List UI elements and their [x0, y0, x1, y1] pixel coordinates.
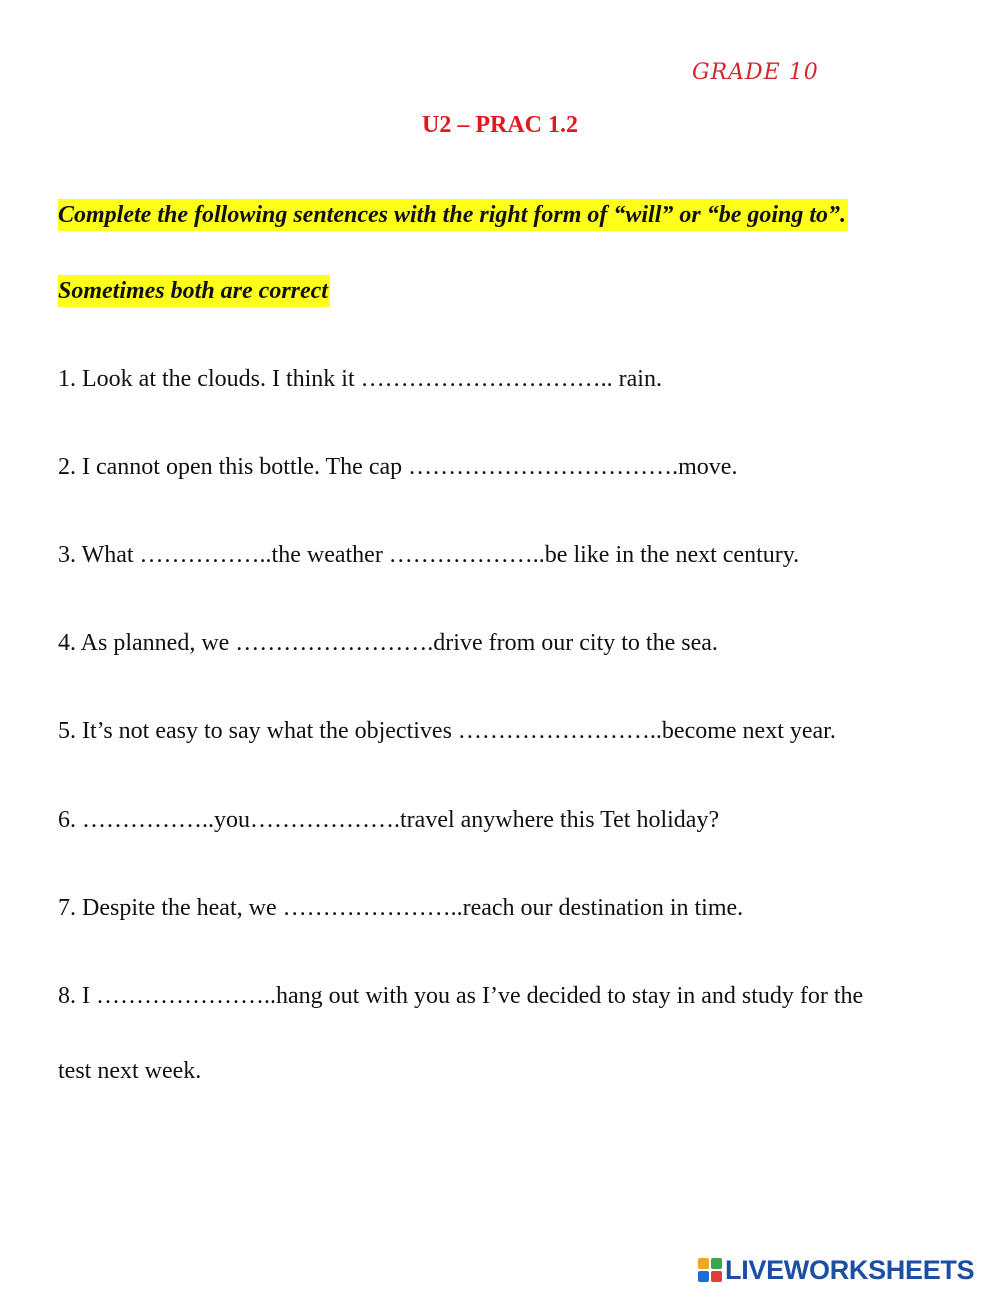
question-8-continuation: test next week. — [58, 1058, 202, 1084]
question-2: 2. I cannot open this bottle. The cap …………………………….move. — [58, 454, 738, 480]
logo-square-4 — [711, 1271, 722, 1282]
question-7: 7. Despite the heat, we …………………..reach our destination in time. — [58, 895, 744, 921]
instruction-line-1: Complete the following sentences with the right form of “will” or “be going to”. — [58, 199, 848, 231]
logo-square-3 — [698, 1271, 709, 1282]
worksheet-title: U2 – PRAC 1.2 — [422, 112, 578, 138]
logo-text: LIVEWORKSHEETS — [725, 1254, 975, 1285]
question-1: 1. Look at the clouds. I think it ………………………….. rain. — [58, 366, 662, 392]
question-8: 8. I …………………..hang out with you as I’ve decided to stay in and study for the — [58, 983, 864, 1009]
liveworksheets-logo[interactable] — [698, 1254, 974, 1286]
question-3: 3. What ……………..the weather ………………..be like in the next century. — [58, 542, 800, 568]
question-5: 5. It’s not easy to say what the objectives ……………………..become next year. — [58, 718, 836, 744]
grade-label: GRADE 10 — [692, 60, 819, 85]
question-6: 6. ……………..you……………….travel anywhere this Tet holiday? — [58, 807, 720, 833]
instruction-line-2: Sometimes both are correct — [58, 275, 330, 307]
logo-square-1 — [698, 1258, 709, 1269]
question-4: 4. As planned, we …………………….drive from our city to the sea. — [58, 630, 718, 656]
logo-grid-icon — [698, 1258, 722, 1282]
logo-square-2 — [711, 1258, 722, 1269]
